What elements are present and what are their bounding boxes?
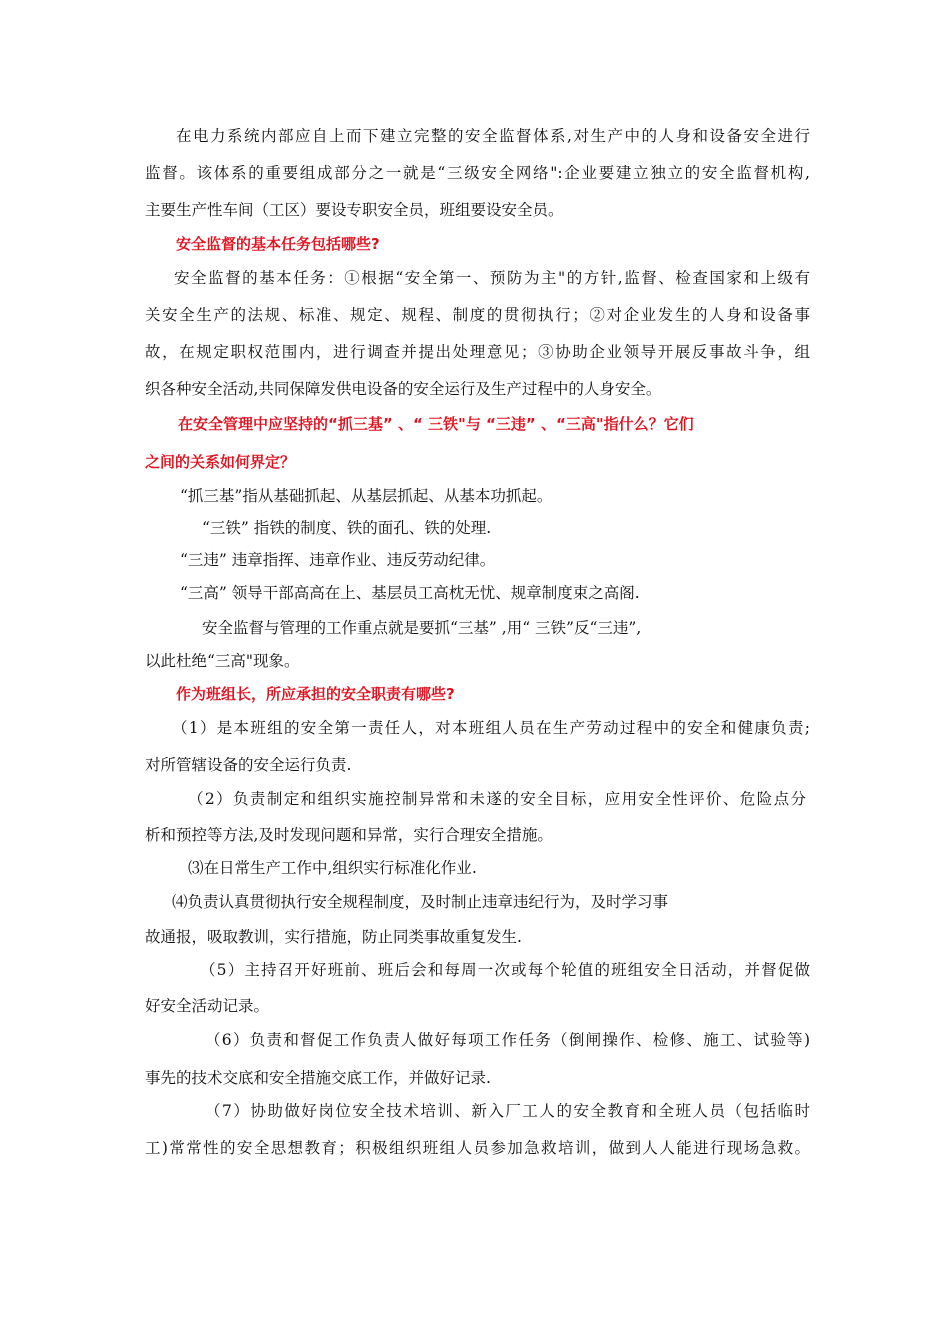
paragraph-line: 主要生产性车间（工区）要设专职安全员，班组要设安全员。 [145, 201, 564, 219]
question-heading: 作为班组长，所应承担的安全职责有哪些? [176, 685, 455, 703]
question-heading: 之间的关系如何界定？ [145, 453, 296, 471]
paragraph-line: 织各种安全活动,共同保障发供电设备的安全运行及生产过程中的人身安全。 [145, 380, 662, 398]
paragraph-line: 安全监督的基本任务：①根据“安全第一、预防为主"的方针,监督、检查国家和上级有 [174, 269, 810, 287]
paragraph-line: “三铁” 指铁的制度、铁的面孔、铁的处理. [202, 519, 492, 537]
paragraph-line: “三违” 违章指挥、违章作业、违反劳动纪律。 [180, 551, 496, 569]
paragraph-line: 工)常常性的安全思想教育；积极组织班组人员参加急救培训，做到人人能进行现场急救。 [145, 1139, 810, 1157]
paragraph-line: 关安全生产的法规、标准、规定、规程、制度的贯彻执行；②对企业发生的人身和设备事 [145, 306, 810, 324]
paragraph-line: 好安全活动记录。 [145, 997, 270, 1015]
paragraph-line: （6）负责和督促工作负责人做好每项工作任务（倒闸操作、检修、施工、试验等) [205, 1031, 810, 1049]
paragraph-line: 在电力系统内部应自上而下建立完整的安全监督体系,对生产中的人身和设备安全进行 [176, 127, 810, 145]
paragraph-line: （1）是本班组的安全第一责任人，对本班组人员在生产劳动过程中的安全和健康负责; [172, 719, 810, 737]
question-heading: 安全监督的基本任务包括哪些? [176, 235, 380, 253]
paragraph-line: 故，在规定职权范围内，进行调查并提出处理意见；③协助企业领导开展反事故斗争，组 [145, 343, 810, 361]
paragraph-line: 监督。该体系的重要组成部分之一就是“三级安全网络":企业要建立独立的安全监督机构, [145, 164, 810, 182]
paragraph-line: ⑷负责认真贯彻执行安全规程制度，及时制止违章违纪行为，及时学习事 [172, 893, 669, 911]
paragraph-line: 析和预控等方法,及时发现问题和异常，实行合理安全措施。 [145, 826, 553, 844]
paragraph-line: “抓三基”指从基础抓起、从基层抓起、从基本功抓起。 [180, 487, 553, 505]
paragraph-line: ⑶在日常生产工作中,组织实行标准化作业. [188, 859, 477, 877]
paragraph-line: 以此杜绝“三高"现象。 [145, 652, 300, 670]
paragraph-line: 安全监督与管理的工作重点就是要抓“三基” ,用“ 三铁”反“三违”, [202, 619, 642, 637]
paragraph-line: （2）负责制定和组织实施控制异常和未遂的安全目标，应用安全性评价、危险点分 [188, 790, 806, 808]
paragraph-line: （7）协助做好岗位安全技术培训、新入厂工人的安全教育和全班人员（包括临时 [205, 1102, 810, 1120]
question-heading: 在安全管理中应坚持的“抓三基” 、“ 三铁"与 “三违” 、“三高"指什么？它们 [178, 415, 694, 433]
paragraph-line: 故通报，吸取教训，实行措施，防止同类事故重复发生. [145, 928, 522, 946]
paragraph-line: （5）主持召开好班前、班后会和每周一次或每个轮值的班组安全日活动，并督促做 [200, 961, 810, 979]
paragraph-line: “三高” 领导干部高高在上、基层员工高枕无忧、规章制度束之高阁. [180, 584, 640, 602]
paragraph-line: 对所管辖设备的安全运行负责. [145, 756, 352, 774]
paragraph-line: 事先的技术交底和安全措施交底工作，并做好记录. [145, 1069, 491, 1087]
